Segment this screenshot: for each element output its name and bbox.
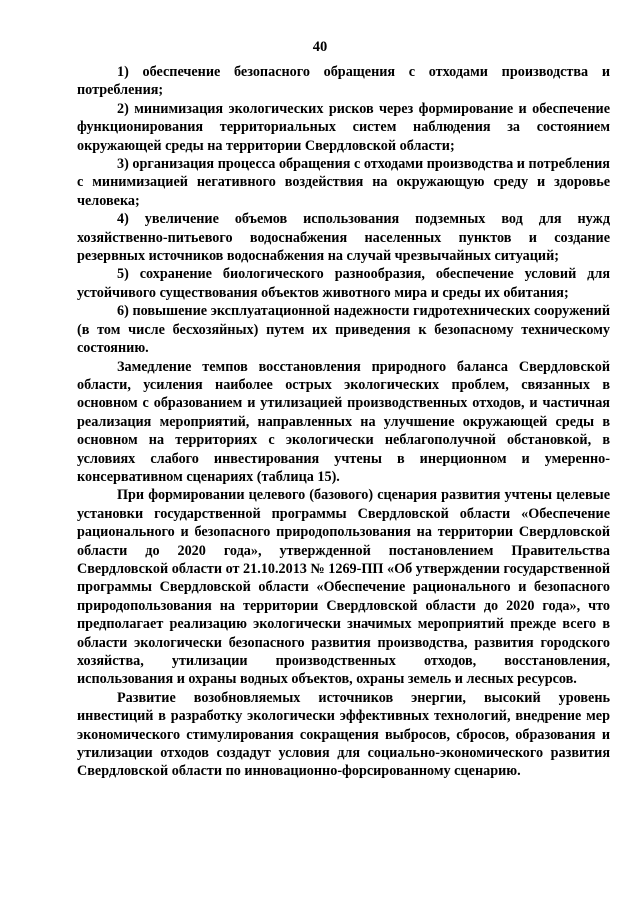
paragraph-item-6: 6) повышение эксплуатационной надежности гидротехнических сооружений (в том числе бесхозяйных) путем их приведения к безопасному техническому состоянию. [77,303,610,357]
paragraph-item-1: 1) обеспечение безопасного обращения с отходами производства и потребления; [77,64,610,99]
document-body [77,63,610,781]
paragraph-slowdown-scenarios: Замедление темпов восстановления природного баланса Свердловской области, усиления наиболее острых экологических проблем, связанных в основном с образованием и утилизацией производственных отходов, и частичная реализация мероприятий, направленных на улучшение окружающей среды в основном на территориях с экологически неблагополучной обстановкой, в условиях слабого инвестирования учтены в инерционном и умеренно-консервативном сценариях (таблица 15). [77,358,610,485]
paragraph-item-2: 2) минимизация экологических рисков через формирование и обеспечение функционирования территориальных систем наблюдения за состоянием окружающей среды на территории Свердловской области; [77,100,610,154]
paragraph-item-4: 4) увеличение объемов использования подземных вод для нужд хозяйственно-питьевого водоснабжения населенных пунктов и создание резервных источников водоснабжения на случай чрезвычайных ситуаций; [77,211,610,265]
paragraph-item-3: 3) организация процесса обращения с отходами производства и потребления с минимизацией негативного воздействия на окружающую среду и здоровье человека; [77,156,610,209]
page-number: 40 [312,39,328,55]
paragraph-innovation-scenario: Развитие возобновляемых источников энергии, высокий уровень инвестиций в разработку экологически эффективных технологий, внедрение мер экономического стимулирования сокращения выбросов, сбросов, образования и утилизации отходов создадут условия для социально-экономического развития Свердловской области по инновационно-форсированному сценарию. [77,689,610,780]
paragraph-item-5: 5) сохранение биологического разнообразия, обеспечение условий для устойчивого существования объектов животного мира и среды их обитания; [77,266,610,301]
paragraph-target-scenario: При формировании целевого (базового) сценария развития учтены целевые установки государственной программы Свердловской области «Обеспечение рационального и безопасного природопользования на территории Свердловской области до 2020 года», утвержденной постановлением Правительства Свердловской области от 21.10.2013 № 1269-ПП «Об утверждении государственной программы Свердловской области «Обеспечение рационального и безопасного природопользования на территории Свердловской области до 2020 года», что предполагает реализацию экологически значимых мероприятий прежде всего в области экологически безопасного развития производства, развития городского хозяйства, утилизации производственных отходов, восстановления, использования и охраны водных объектов, охраны земель и лесных ресурсов. [77,487,610,688]
